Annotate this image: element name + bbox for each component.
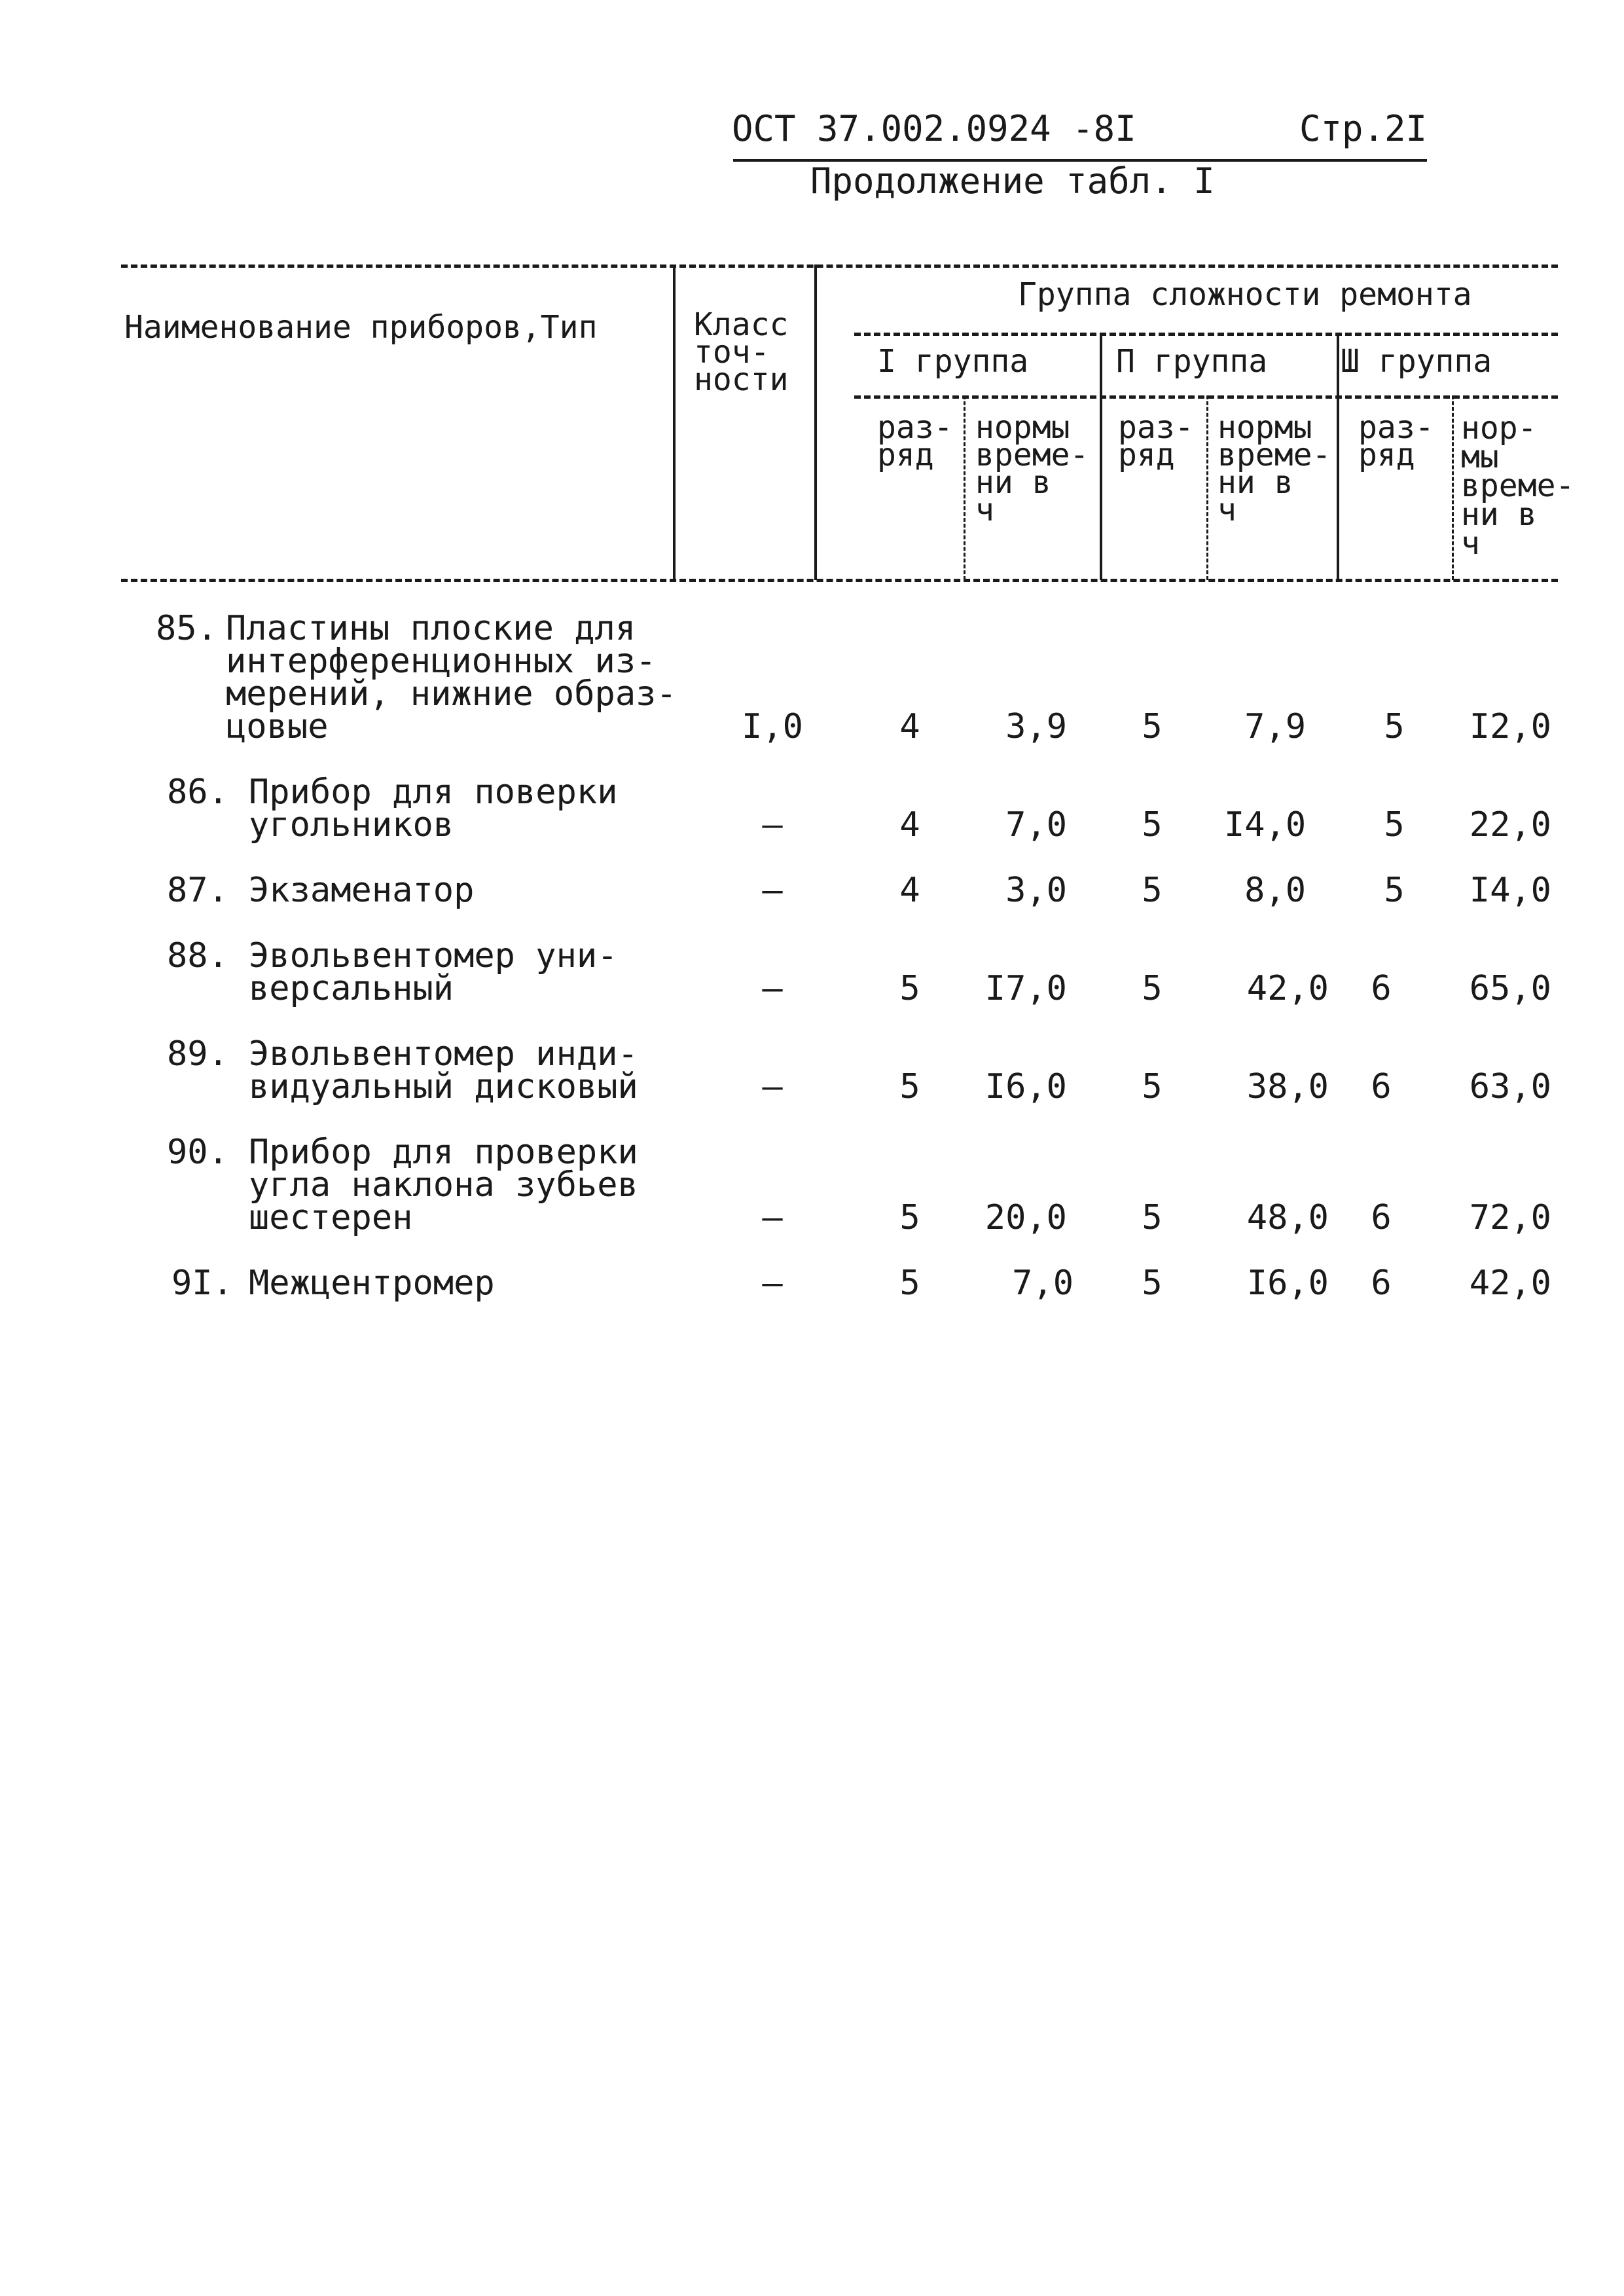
row-name: Пластины плоские для интерференционных из- мерений, нижние образ- цовые (226, 609, 677, 746)
row-g3-time: 65,0 (1469, 969, 1551, 1008)
row-number: 9I. (171, 1264, 233, 1303)
row-g2-time: I6,0 (1246, 1264, 1329, 1303)
row-g1-grade: 5 (899, 969, 920, 1008)
row-g3-time: 22,0 (1469, 805, 1551, 845)
header-time-norm-g3: нор- мы време- ни в ч (1461, 410, 1575, 562)
row-g3-grade: 5 (1384, 707, 1405, 746)
row-number: 89. (167, 1034, 228, 1074)
row-accuracy-class: – (762, 871, 783, 910)
row-g1-grade: 5 (899, 1198, 920, 1237)
col-divider-g1 (964, 395, 965, 580)
header-accuracy-class: Класс точ- ности (694, 306, 789, 398)
row-g2-time: 48,0 (1246, 1198, 1329, 1237)
row-g1-time: 7,0 (1005, 805, 1067, 845)
row-g1-grade: 5 (899, 1067, 920, 1106)
row-g3-grade: 5 (1384, 805, 1405, 845)
header-group-3: Ш группа (1341, 343, 1492, 380)
row-g2-grade: 5 (1142, 871, 1163, 910)
row-g1-grade: 4 (899, 871, 920, 910)
row-g3-grade: 6 (1371, 1067, 1392, 1106)
row-g3-time: 42,0 (1469, 1264, 1551, 1303)
row-g2-time: I4,0 (1224, 805, 1307, 845)
row-g3-grade: 6 (1371, 969, 1392, 1008)
header-grade-g1: раз- ряд (877, 409, 953, 473)
row-name: Прибор для проверки угла наклона зубьев шестерен (249, 1133, 638, 1237)
table-top-rule (121, 264, 1558, 268)
row-g3-grade: 6 (1371, 1198, 1392, 1237)
header-grade-g3: раз- ряд (1358, 409, 1434, 473)
row-g2-time: 42,0 (1246, 969, 1329, 1008)
row-accuracy-class: – (762, 805, 783, 845)
row-g2-grade: 5 (1142, 969, 1163, 1008)
table-header-bottom-rule (121, 579, 1558, 582)
row-g3-grade: 6 (1371, 1264, 1392, 1303)
row-g3-time: I2,0 (1469, 707, 1551, 746)
row-g1-time: 3,9 (1005, 707, 1067, 746)
row-g1-time: 20,0 (984, 1198, 1067, 1237)
row-g1-grade: 5 (899, 1264, 920, 1303)
header-name: Наименование приборов,Тип (124, 309, 598, 346)
row-name: Эвольвентомер уни- версальный (249, 936, 618, 1008)
row-g2-grade: 5 (1142, 1264, 1163, 1303)
document-code: ОСТ 37.002.0924 -8I (732, 108, 1136, 149)
row-g1-grade: 4 (899, 805, 920, 845)
table-continuation-label: Продолжение табл. I (810, 160, 1215, 202)
row-g2-time: 8,0 (1244, 871, 1306, 910)
row-g2-grade: 5 (1142, 1067, 1163, 1106)
row-g3-time: 63,0 (1469, 1067, 1551, 1106)
page-number: Стр.2I (1299, 108, 1428, 149)
header-time-norm-g2: нормы време- ни в ч (1218, 409, 1331, 528)
col-divider-g2 (1206, 395, 1208, 580)
col-divider-group2 (1337, 333, 1339, 580)
header-grade-g2: раз- ряд (1118, 409, 1194, 473)
row-name: Межцентромер (249, 1264, 495, 1303)
row-accuracy-class: I,0 (742, 707, 803, 746)
header-time-norm-g1: нормы време- ни в ч (975, 409, 1089, 528)
row-number: 90. (167, 1133, 228, 1172)
row-number: 88. (167, 936, 228, 975)
row-name: Экзаменатор (249, 871, 475, 910)
col-divider-class (814, 264, 817, 580)
row-g3-time: I4,0 (1469, 871, 1551, 910)
row-g2-time: 7,9 (1244, 707, 1306, 746)
row-g2-grade: 5 (1142, 1198, 1163, 1237)
row-number: 86. (167, 773, 228, 812)
row-g1-time: 7,0 (1012, 1264, 1074, 1303)
row-g2-time: 38,0 (1246, 1067, 1329, 1106)
header-group-2: П группа (1116, 343, 1268, 380)
row-g2-grade: 5 (1142, 805, 1163, 845)
row-g1-time: I6,0 (984, 1067, 1067, 1106)
row-accuracy-class: – (762, 1198, 783, 1237)
row-name: Эвольвентомер инди- видуальный дисковый (249, 1034, 638, 1106)
header-group-1: I группа (877, 343, 1029, 380)
header-complexity-group: Группа сложности ремонта (1018, 276, 1472, 313)
row-accuracy-class: – (762, 1067, 783, 1106)
row-g3-time: 72,0 (1469, 1198, 1551, 1237)
row-name: Прибор для поверки угольников (249, 773, 618, 845)
col-divider-group1 (1100, 333, 1102, 580)
row-accuracy-class: – (762, 969, 783, 1008)
row-g3-grade: 5 (1384, 871, 1405, 910)
col-divider-name (673, 264, 676, 580)
row-g1-time: I7,0 (984, 969, 1067, 1008)
col-divider-g3 (1452, 395, 1454, 580)
row-g1-time: 3,0 (1005, 871, 1067, 910)
row-number: 87. (167, 871, 228, 910)
group-header-rule (854, 333, 1558, 336)
row-g2-grade: 5 (1142, 707, 1163, 746)
row-accuracy-class: – (762, 1264, 783, 1303)
row-g1-grade: 4 (899, 707, 920, 746)
row-number: 85. (156, 609, 217, 648)
